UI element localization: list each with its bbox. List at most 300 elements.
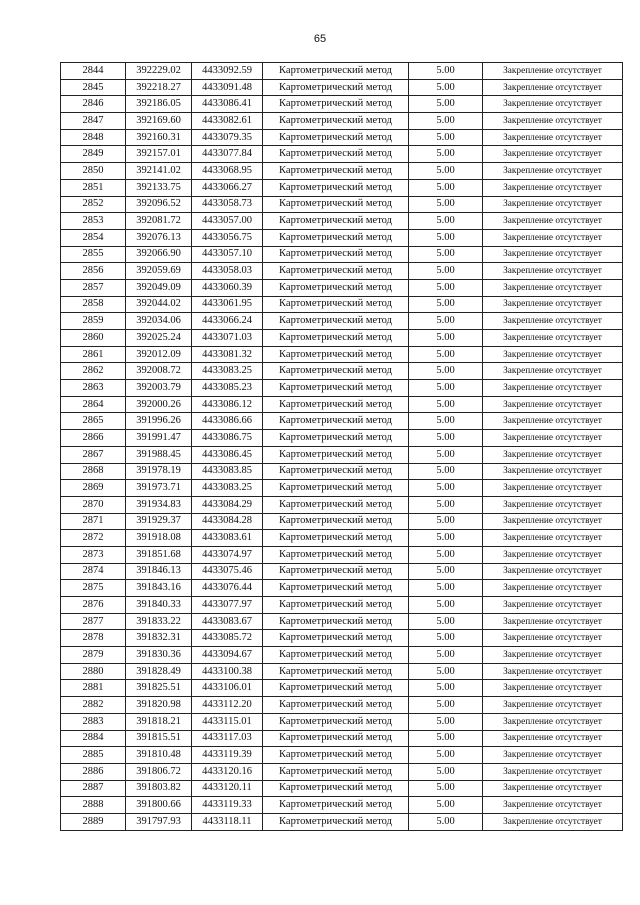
accuracy-cell: 5.00: [409, 313, 483, 330]
marking-cell: Закрепление отсутствует: [483, 129, 623, 146]
point-number-cell: 2847: [61, 113, 126, 130]
method-cell: Картометрический метод: [263, 747, 409, 764]
method-cell: Картометрический метод: [263, 163, 409, 180]
point-number-cell: 2869: [61, 480, 126, 497]
point-number-cell: 2877: [61, 613, 126, 630]
point-number-cell: 2850: [61, 163, 126, 180]
method-cell: Картометрический метод: [263, 229, 409, 246]
point-number-cell: 2848: [61, 129, 126, 146]
x-coordinate-cell: 392133.75: [126, 179, 192, 196]
table-row: [61, 63, 623, 80]
x-coordinate-cell: 391991.47: [126, 430, 192, 447]
table-row: [61, 113, 623, 130]
point-number-cell: 2884: [61, 730, 126, 747]
x-coordinate-cell: 391806.72: [126, 763, 192, 780]
x-coordinate-cell: 391825.51: [126, 680, 192, 697]
table-row: [61, 597, 623, 614]
table-row: [61, 613, 623, 630]
method-cell: Картометрический метод: [263, 546, 409, 563]
marking-cell: Закрепление отсутствует: [483, 630, 623, 647]
method-cell: Картометрический метод: [263, 263, 409, 280]
y-coordinate-cell: 4433086.45: [192, 446, 263, 463]
x-coordinate-cell: 391815.51: [126, 730, 192, 747]
accuracy-cell: 5.00: [409, 113, 483, 130]
x-coordinate-cell: 392003.79: [126, 380, 192, 397]
method-cell: Картометрический метод: [263, 430, 409, 447]
accuracy-cell: 5.00: [409, 363, 483, 380]
marking-cell: Закрепление отсутствует: [483, 730, 623, 747]
y-coordinate-cell: 4433083.61: [192, 530, 263, 547]
y-coordinate-cell: 4433079.35: [192, 129, 263, 146]
y-coordinate-cell: 4433075.46: [192, 563, 263, 580]
marking-cell: Закрепление отсутствует: [483, 480, 623, 497]
y-coordinate-cell: 4433086.41: [192, 96, 263, 113]
marking-cell: Закрепление отсутствует: [483, 313, 623, 330]
accuracy-cell: 5.00: [409, 463, 483, 480]
point-number-cell: 2864: [61, 396, 126, 413]
method-cell: Картометрический метод: [263, 663, 409, 680]
y-coordinate-cell: 4433058.03: [192, 263, 263, 280]
method-cell: Картометрический метод: [263, 630, 409, 647]
method-cell: Картометрический метод: [263, 179, 409, 196]
table-row: [61, 430, 623, 447]
marking-cell: Закрепление отсутствует: [483, 496, 623, 513]
point-number-cell: 2867: [61, 446, 126, 463]
x-coordinate-cell: 392034.06: [126, 313, 192, 330]
method-cell: Картометрический метод: [263, 330, 409, 347]
accuracy-cell: 5.00: [409, 747, 483, 764]
method-cell: Картометрический метод: [263, 79, 409, 96]
point-number-cell: 2886: [61, 763, 126, 780]
accuracy-cell: 5.00: [409, 546, 483, 563]
x-coordinate-cell: 391973.71: [126, 480, 192, 497]
accuracy-cell: 5.00: [409, 780, 483, 797]
table-row: [61, 680, 623, 697]
y-coordinate-cell: 4433083.25: [192, 480, 263, 497]
marking-cell: Закрепление отсутствует: [483, 396, 623, 413]
method-cell: Картометрический метод: [263, 797, 409, 814]
accuracy-cell: 5.00: [409, 597, 483, 614]
marking-cell: Закрепление отсутствует: [483, 647, 623, 664]
x-coordinate-cell: 392218.27: [126, 79, 192, 96]
accuracy-cell: 5.00: [409, 730, 483, 747]
method-cell: Картометрический метод: [263, 530, 409, 547]
marking-cell: Закрепление отсутствует: [483, 780, 623, 797]
marking-cell: Закрепление отсутствует: [483, 363, 623, 380]
y-coordinate-cell: 4433083.25: [192, 363, 263, 380]
marking-cell: Закрепление отсутствует: [483, 246, 623, 263]
table-row: [61, 413, 623, 430]
marking-cell: Закрепление отсутствует: [483, 563, 623, 580]
marking-cell: Закрепление отсутствует: [483, 330, 623, 347]
accuracy-cell: 5.00: [409, 380, 483, 397]
accuracy-cell: 5.00: [409, 79, 483, 96]
y-coordinate-cell: 4433100.38: [192, 663, 263, 680]
x-coordinate-cell: 391929.37: [126, 513, 192, 530]
table-row: [61, 196, 623, 213]
marking-cell: Закрепление отсутствует: [483, 546, 623, 563]
point-number-cell: 2888: [61, 797, 126, 814]
x-coordinate-cell: 391833.22: [126, 613, 192, 630]
table-row: [61, 263, 623, 280]
marking-cell: Закрепление отсутствует: [483, 763, 623, 780]
point-number-cell: 2866: [61, 430, 126, 447]
marking-cell: Закрепление отсутствует: [483, 263, 623, 280]
table-row: [61, 363, 623, 380]
x-coordinate-cell: 392141.02: [126, 163, 192, 180]
x-coordinate-cell: 392169.60: [126, 113, 192, 130]
point-number-cell: 2880: [61, 663, 126, 680]
y-coordinate-cell: 4433086.12: [192, 396, 263, 413]
y-coordinate-cell: 4433056.75: [192, 229, 263, 246]
method-cell: Картометрический метод: [263, 496, 409, 513]
x-coordinate-cell: 391803.82: [126, 780, 192, 797]
table-row: [61, 513, 623, 530]
accuracy-cell: 5.00: [409, 179, 483, 196]
point-number-cell: 2874: [61, 563, 126, 580]
x-coordinate-cell: 391830.36: [126, 647, 192, 664]
point-number-cell: 2851: [61, 179, 126, 196]
y-coordinate-cell: 4433115.01: [192, 713, 263, 730]
method-cell: Картометрический метод: [263, 597, 409, 614]
point-number-cell: 2878: [61, 630, 126, 647]
table-row: [61, 580, 623, 597]
table-row: [61, 496, 623, 513]
y-coordinate-cell: 4433120.16: [192, 763, 263, 780]
x-coordinate-cell: 391828.49: [126, 663, 192, 680]
point-number-cell: 2861: [61, 346, 126, 363]
x-coordinate-cell: 391810.48: [126, 747, 192, 764]
accuracy-cell: 5.00: [409, 446, 483, 463]
y-coordinate-cell: 4433118.11: [192, 813, 263, 830]
method-cell: Картометрический метод: [263, 413, 409, 430]
y-coordinate-cell: 4433076.44: [192, 580, 263, 597]
accuracy-cell: 5.00: [409, 697, 483, 714]
accuracy-cell: 5.00: [409, 496, 483, 513]
point-number-cell: 2857: [61, 279, 126, 296]
point-number-cell: 2852: [61, 196, 126, 213]
y-coordinate-cell: 4433120.11: [192, 780, 263, 797]
method-cell: Картометрический метод: [263, 363, 409, 380]
method-cell: Картометрический метод: [263, 763, 409, 780]
marking-cell: Закрепление отсутствует: [483, 613, 623, 630]
coordinates-table-body: [61, 63, 623, 831]
y-coordinate-cell: 4433066.24: [192, 313, 263, 330]
marking-cell: Закрепление отсутствует: [483, 446, 623, 463]
table-row: [61, 346, 623, 363]
accuracy-cell: 5.00: [409, 213, 483, 230]
table-row: [61, 697, 623, 714]
table-row: [61, 79, 623, 96]
x-coordinate-cell: 392081.72: [126, 213, 192, 230]
marking-cell: Закрепление отсутствует: [483, 79, 623, 96]
y-coordinate-cell: 4433058.73: [192, 196, 263, 213]
marking-cell: Закрепление отсутствует: [483, 196, 623, 213]
table-row: [61, 747, 623, 764]
y-coordinate-cell: 4433117.03: [192, 730, 263, 747]
page-number: 65: [313, 33, 327, 45]
method-cell: Картометрический метод: [263, 346, 409, 363]
y-coordinate-cell: 4433085.23: [192, 380, 263, 397]
marking-cell: Закрепление отсутствует: [483, 663, 623, 680]
x-coordinate-cell: 392000.26: [126, 396, 192, 413]
table-row: [61, 713, 623, 730]
point-number-cell: 2844: [61, 63, 126, 80]
accuracy-cell: 5.00: [409, 663, 483, 680]
marking-cell: Закрепление отсутствует: [483, 797, 623, 814]
marking-cell: Закрепление отсутствует: [483, 346, 623, 363]
table-row: [61, 163, 623, 180]
x-coordinate-cell: 391978.19: [126, 463, 192, 480]
table-row: [61, 129, 623, 146]
x-coordinate-cell: 391934.83: [126, 496, 192, 513]
x-coordinate-cell: 391832.31: [126, 630, 192, 647]
table-row: [61, 797, 623, 814]
marking-cell: Закрепление отсутствует: [483, 513, 623, 530]
point-number-cell: 2853: [61, 213, 126, 230]
method-cell: Картометрический метод: [263, 513, 409, 530]
accuracy-cell: 5.00: [409, 163, 483, 180]
method-cell: Картометрический метод: [263, 580, 409, 597]
method-cell: Картометрический метод: [263, 196, 409, 213]
method-cell: Картометрический метод: [263, 647, 409, 664]
y-coordinate-cell: 4433092.59: [192, 63, 263, 80]
accuracy-cell: 5.00: [409, 630, 483, 647]
method-cell: Картометрический метод: [263, 780, 409, 797]
y-coordinate-cell: 4433085.72: [192, 630, 263, 647]
table-row: [61, 279, 623, 296]
marking-cell: Закрепление отсутствует: [483, 146, 623, 163]
accuracy-cell: 5.00: [409, 346, 483, 363]
marking-cell: Закрепление отсутствует: [483, 413, 623, 430]
method-cell: Картометрический метод: [263, 313, 409, 330]
x-coordinate-cell: 391846.13: [126, 563, 192, 580]
marking-cell: Закрепление отсутствует: [483, 530, 623, 547]
table-row: [61, 730, 623, 747]
point-number-cell: 2849: [61, 146, 126, 163]
method-cell: Картометрический метод: [263, 480, 409, 497]
table-row: [61, 763, 623, 780]
marking-cell: Закрепление отсутствует: [483, 63, 623, 80]
point-number-cell: 2887: [61, 780, 126, 797]
point-number-cell: 2879: [61, 647, 126, 664]
y-coordinate-cell: 4433068.95: [192, 163, 263, 180]
point-number-cell: 2872: [61, 530, 126, 547]
point-number-cell: 2873: [61, 546, 126, 563]
marking-cell: Закрепление отсутствует: [483, 213, 623, 230]
x-coordinate-cell: 392160.31: [126, 129, 192, 146]
accuracy-cell: 5.00: [409, 229, 483, 246]
marking-cell: Закрепление отсутствует: [483, 713, 623, 730]
marking-cell: Закрепление отсутствует: [483, 279, 623, 296]
accuracy-cell: 5.00: [409, 797, 483, 814]
x-coordinate-cell: 391800.66: [126, 797, 192, 814]
x-coordinate-cell: 391843.16: [126, 580, 192, 597]
y-coordinate-cell: 4433112.20: [192, 697, 263, 714]
y-coordinate-cell: 4433086.66: [192, 413, 263, 430]
y-coordinate-cell: 4433081.32: [192, 346, 263, 363]
accuracy-cell: 5.00: [409, 530, 483, 547]
x-coordinate-cell: 391996.26: [126, 413, 192, 430]
table-row: [61, 213, 623, 230]
point-number-cell: 2858: [61, 296, 126, 313]
table-row: [61, 463, 623, 480]
method-cell: Картометрический метод: [263, 680, 409, 697]
method-cell: Картометрический метод: [263, 246, 409, 263]
x-coordinate-cell: 392025.24: [126, 330, 192, 347]
accuracy-cell: 5.00: [409, 146, 483, 163]
point-number-cell: 2889: [61, 813, 126, 830]
accuracy-cell: 5.00: [409, 413, 483, 430]
accuracy-cell: 5.00: [409, 763, 483, 780]
point-number-cell: 2856: [61, 263, 126, 280]
y-coordinate-cell: 4433094.67: [192, 647, 263, 664]
table-row: [61, 630, 623, 647]
x-coordinate-cell: 391797.93: [126, 813, 192, 830]
y-coordinate-cell: 4433057.00: [192, 213, 263, 230]
y-coordinate-cell: 4433086.75: [192, 430, 263, 447]
marking-cell: Закрепление отсутствует: [483, 179, 623, 196]
table-row: [61, 380, 623, 397]
accuracy-cell: 5.00: [409, 430, 483, 447]
table-row: [61, 446, 623, 463]
table-row: [61, 246, 623, 263]
method-cell: Картометрический метод: [263, 613, 409, 630]
table-row: [61, 296, 623, 313]
table-row: [61, 480, 623, 497]
point-number-cell: 2862: [61, 363, 126, 380]
x-coordinate-cell: 391818.21: [126, 713, 192, 730]
table-row: [61, 647, 623, 664]
x-coordinate-cell: 391820.98: [126, 697, 192, 714]
method-cell: Картометрический метод: [263, 113, 409, 130]
method-cell: Картометрический метод: [263, 463, 409, 480]
table-row: [61, 179, 623, 196]
point-number-cell: 2882: [61, 697, 126, 714]
method-cell: Картометрический метод: [263, 813, 409, 830]
y-coordinate-cell: 4433084.28: [192, 513, 263, 530]
y-coordinate-cell: 4433106.01: [192, 680, 263, 697]
method-cell: Картометрический метод: [263, 730, 409, 747]
method-cell: Картометрический метод: [263, 396, 409, 413]
method-cell: Картометрический метод: [263, 697, 409, 714]
x-coordinate-cell: 391988.45: [126, 446, 192, 463]
point-number-cell: 2846: [61, 96, 126, 113]
accuracy-cell: 5.00: [409, 63, 483, 80]
x-coordinate-cell: 392186.05: [126, 96, 192, 113]
table-row: [61, 563, 623, 580]
marking-cell: Закрепление отсутствует: [483, 597, 623, 614]
point-number-cell: 2881: [61, 680, 126, 697]
accuracy-cell: 5.00: [409, 813, 483, 830]
marking-cell: Закрепление отсутствует: [483, 296, 623, 313]
table-row: [61, 313, 623, 330]
method-cell: Картометрический метод: [263, 296, 409, 313]
accuracy-cell: 5.00: [409, 563, 483, 580]
method-cell: Картометрический метод: [263, 129, 409, 146]
x-coordinate-cell: 391840.33: [126, 597, 192, 614]
point-number-cell: 2854: [61, 229, 126, 246]
x-coordinate-cell: 392044.02: [126, 296, 192, 313]
x-coordinate-cell: 392229.02: [126, 63, 192, 80]
y-coordinate-cell: 4433083.85: [192, 463, 263, 480]
y-coordinate-cell: 4433084.29: [192, 496, 263, 513]
method-cell: Картометрический метод: [263, 279, 409, 296]
point-number-cell: 2876: [61, 597, 126, 614]
point-number-cell: 2885: [61, 747, 126, 764]
table-row: [61, 96, 623, 113]
x-coordinate-cell: 391918.08: [126, 530, 192, 547]
point-number-cell: 2870: [61, 496, 126, 513]
accuracy-cell: 5.00: [409, 330, 483, 347]
y-coordinate-cell: 4433061.95: [192, 296, 263, 313]
y-coordinate-cell: 4433077.84: [192, 146, 263, 163]
marking-cell: Закрепление отсутствует: [483, 680, 623, 697]
point-number-cell: 2865: [61, 413, 126, 430]
table-row: [61, 780, 623, 797]
y-coordinate-cell: 4433119.39: [192, 747, 263, 764]
accuracy-cell: 5.00: [409, 196, 483, 213]
y-coordinate-cell: 4433057.10: [192, 246, 263, 263]
point-number-cell: 2875: [61, 580, 126, 597]
x-coordinate-cell: 392066.90: [126, 246, 192, 263]
accuracy-cell: 5.00: [409, 279, 483, 296]
accuracy-cell: 5.00: [409, 296, 483, 313]
marking-cell: Закрепление отсутствует: [483, 113, 623, 130]
x-coordinate-cell: 391851.68: [126, 546, 192, 563]
point-number-cell: 2868: [61, 463, 126, 480]
accuracy-cell: 5.00: [409, 96, 483, 113]
x-coordinate-cell: 392096.52: [126, 196, 192, 213]
x-coordinate-cell: 392049.09: [126, 279, 192, 296]
marking-cell: Закрепление отсутствует: [483, 229, 623, 246]
marking-cell: Закрепление отсутствует: [483, 697, 623, 714]
y-coordinate-cell: 4433060.39: [192, 279, 263, 296]
point-number-cell: 2845: [61, 79, 126, 96]
point-number-cell: 2883: [61, 713, 126, 730]
accuracy-cell: 5.00: [409, 580, 483, 597]
point-number-cell: 2855: [61, 246, 126, 263]
accuracy-cell: 5.00: [409, 613, 483, 630]
method-cell: Картометрический метод: [263, 446, 409, 463]
marking-cell: Закрепление отсутствует: [483, 163, 623, 180]
accuracy-cell: 5.00: [409, 246, 483, 263]
accuracy-cell: 5.00: [409, 513, 483, 530]
y-coordinate-cell: 4433071.03: [192, 330, 263, 347]
y-coordinate-cell: 4433082.61: [192, 113, 263, 130]
method-cell: Картометрический метод: [263, 63, 409, 80]
marking-cell: Закрепление отсутствует: [483, 813, 623, 830]
method-cell: Картометрический метод: [263, 563, 409, 580]
x-coordinate-cell: 392059.69: [126, 263, 192, 280]
accuracy-cell: 5.00: [409, 263, 483, 280]
marking-cell: Закрепление отсутствует: [483, 96, 623, 113]
y-coordinate-cell: 4433091.48: [192, 79, 263, 96]
accuracy-cell: 5.00: [409, 680, 483, 697]
y-coordinate-cell: 4433077.97: [192, 597, 263, 614]
x-coordinate-cell: 392076.13: [126, 229, 192, 246]
method-cell: Картометрический метод: [263, 96, 409, 113]
y-coordinate-cell: 4433083.67: [192, 613, 263, 630]
coordinates-table: [60, 62, 623, 831]
marking-cell: Закрепление отсутствует: [483, 380, 623, 397]
method-cell: Картометрический метод: [263, 713, 409, 730]
method-cell: Картометрический метод: [263, 380, 409, 397]
accuracy-cell: 5.00: [409, 396, 483, 413]
table-row: [61, 229, 623, 246]
table-row: [61, 813, 623, 830]
table-row: [61, 330, 623, 347]
